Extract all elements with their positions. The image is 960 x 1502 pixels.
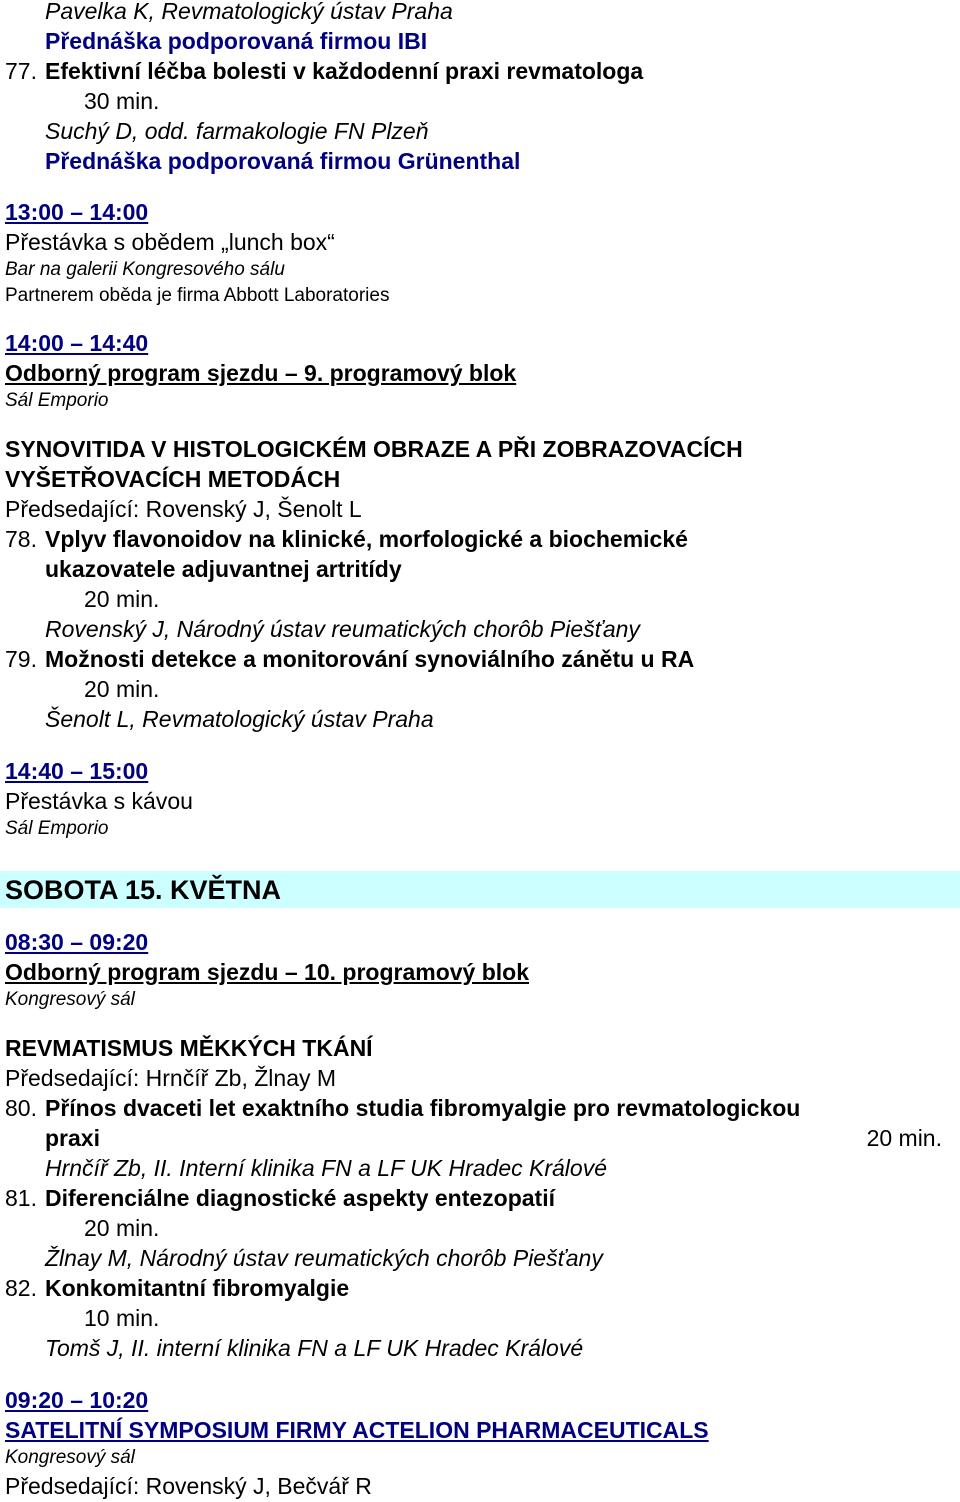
session-topic: SYNOVITIDA V HISTOLOGICKÉM OBRAZE A PŘI ZOBRAZOVACÍCH	[5, 436, 743, 462]
session-chairs: Předsedající: Rovenský J, Bečvář R	[5, 1473, 372, 1499]
speaker: Hrnčíř Zb, II. Interní klinika FN a LF UK Hradec Králové	[45, 1155, 607, 1181]
session-time: 14:40 – 15:00	[5, 758, 149, 784]
session-time: 09:20 – 10:20	[5, 1387, 149, 1413]
session-partner: Partnerem oběda je firma Abbott Laboratories	[5, 285, 390, 306]
lecture-title: praxi	[45, 1125, 100, 1151]
lecture-title: Možnosti detekce a monitorování synoviálního zánětu u RA	[45, 646, 695, 672]
session-chairs: Předsedající: Hrnčíř Zb, Žlnay M	[5, 1065, 337, 1091]
item-number: 82.	[5, 1275, 37, 1301]
lecture-title: Konkomitantní fibromyalgie	[45, 1275, 350, 1301]
session-room: Kongresový sál	[5, 989, 135, 1010]
speaker: Šenolt L, Revmatologický ústav Praha	[45, 706, 434, 732]
session-topic: VYŠETŘOVACÍCH METODÁCH	[5, 466, 341, 492]
session-title: Přestávka s obědem „lunch box“	[5, 229, 335, 255]
sponsor-note: Přednáška podporovaná firmou IBI	[45, 28, 428, 54]
session-room: Kongresový sál	[5, 1447, 135, 1468]
day-header	[0, 871, 960, 908]
day-header-label: SOBOTA 15. KVĚTNA	[5, 875, 282, 905]
item-number: 81.	[5, 1185, 37, 1211]
session-title: Odborný program sjezdu – 9. programový blok	[5, 360, 517, 386]
session-room: Sál Emporio	[5, 818, 109, 839]
session-time: 08:30 – 09:20	[5, 929, 149, 955]
item-number: 77.	[5, 58, 37, 84]
session-chairs: Předsedající: Rovenský J, Šenolt L	[5, 496, 362, 522]
lecture-title: Přínos dvaceti let exaktního studia fibromyalgie pro revmatologickou	[45, 1095, 801, 1121]
session-title: SATELITNÍ SYMPOSIUM FIRMY ACTELION PHARMACEUTICALS	[5, 1417, 709, 1443]
speaker: Pavelka K, Revmatologický ústav Praha	[45, 0, 453, 24]
duration: 20 min.	[84, 676, 160, 702]
item-number: 79.	[5, 646, 37, 672]
lecture-title: Efektivní léčba bolesti v každodenní praxi revmatologa	[45, 58, 644, 84]
lecture-title: ukazovatele adjuvantnej artritídy	[45, 556, 402, 582]
speaker: Rovenský J, Národný ústav reumatických chorôb Piešťany	[45, 616, 640, 642]
speaker: Žlnay M, Národný ústav reumatických chorôb Piešťany	[45, 1245, 603, 1271]
speaker: Tomš J, II. interní klinika FN a LF UK Hradec Králové	[45, 1335, 584, 1361]
duration: 20 min.	[866, 1125, 942, 1151]
duration: 10 min.	[84, 1305, 160, 1331]
item-number: 80.	[5, 1095, 37, 1121]
session-room: Sál Emporio	[5, 390, 109, 411]
session-time: 13:00 – 14:00	[5, 199, 149, 225]
session-title: Přestávka s kávou	[5, 788, 193, 814]
session-title: Odborný program sjezdu – 10. programový blok	[5, 959, 530, 985]
duration: 20 min.	[84, 586, 160, 612]
session-location: Bar na galerii Kongresového sálu	[5, 259, 285, 280]
lecture-title: Diferenciálne diagnostické aspekty entezopatií	[45, 1185, 555, 1211]
lecture-title: Vplyv flavonoidov na klinické, morfologické a biochemické	[45, 526, 688, 552]
item-number: 78.	[5, 526, 37, 552]
session-time: 14:00 – 14:40	[5, 330, 149, 356]
duration: 20 min.	[84, 1215, 160, 1241]
sponsor-note: Přednáška podporovaná firmou Grünenthal	[45, 148, 521, 174]
speaker: Suchý D, odd. farmakologie FN Plzeň	[45, 118, 429, 144]
session-topic: REVMATISMUS MĚKKÝCH TKÁNÍ	[5, 1035, 373, 1061]
duration: 30 min.	[84, 88, 160, 114]
